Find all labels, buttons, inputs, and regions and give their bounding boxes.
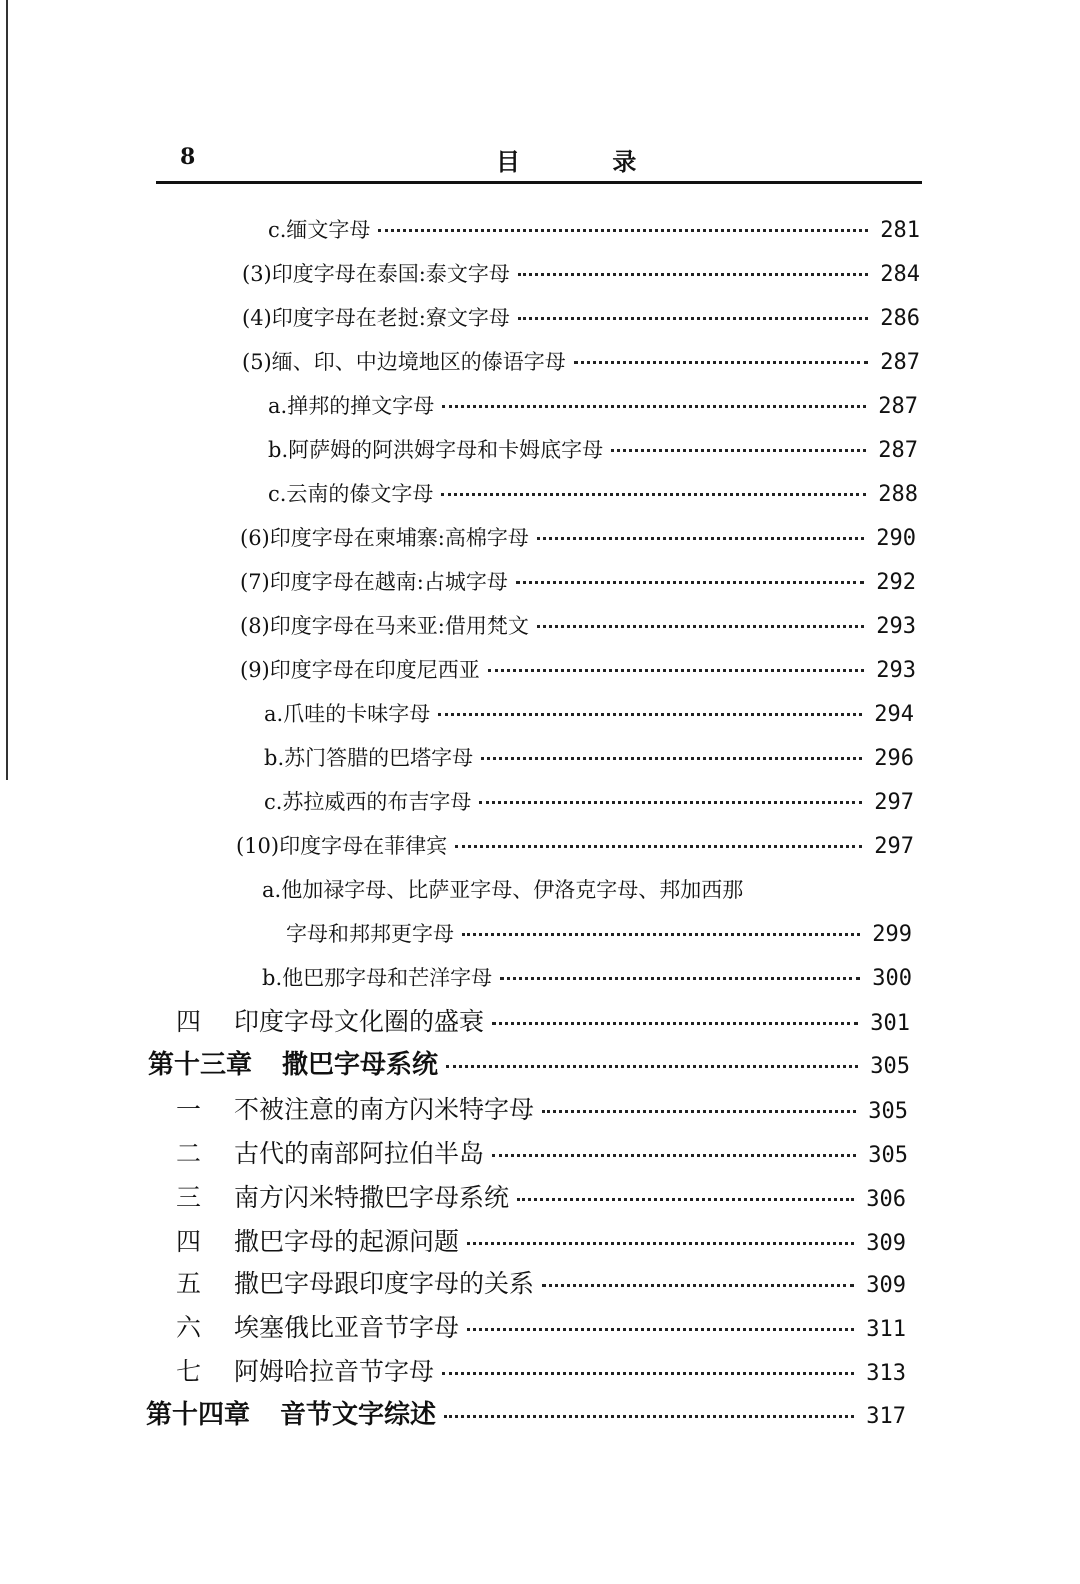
toc-entry	[268, 214, 920, 244]
section-number: 七	[176, 1357, 202, 1386]
toc-entry-page: 287	[880, 350, 920, 375]
toc-entry-label: c.苏拉威西的布吉字母	[264, 790, 472, 814]
toc-section-entry	[176, 1264, 906, 1300]
toc-entry	[264, 698, 914, 728]
dot-leader	[516, 581, 864, 584]
toc-entry-page: 287	[878, 438, 918, 463]
toc-entry-label: (8)印度字母在马来亚:借用梵文	[240, 614, 529, 638]
toc-chapter-entry	[146, 1394, 906, 1431]
toc-entry	[268, 478, 918, 508]
toc-entry	[240, 654, 916, 684]
toc-entry	[286, 918, 912, 948]
toc-entry-page: 311	[866, 1317, 906, 1342]
toc-entry-page: 281	[880, 218, 920, 243]
toc-entry-label: (3)印度字母在泰国:泰文字母	[242, 262, 510, 286]
dot-leader	[442, 1372, 854, 1375]
toc-entry-label: b.苏门答腊的巴塔字母	[264, 746, 474, 770]
toc-entry-page: 317	[866, 1404, 906, 1429]
toc-entry-label: (4)印度字母在老挝:寮文字母	[242, 306, 510, 330]
toc-entry	[242, 346, 920, 376]
dot-leader	[481, 757, 862, 760]
toc-entry-page: 305	[868, 1143, 908, 1168]
dot-leader	[467, 1328, 854, 1331]
dot-leader	[479, 801, 862, 804]
toc-entry-label: 撒巴字母系统	[282, 1050, 439, 1080]
toc-section-entry	[176, 1308, 906, 1344]
dot-leader	[518, 273, 868, 276]
dot-leader	[462, 933, 860, 936]
toc-section-entry	[176, 1134, 908, 1170]
section-number: 二	[176, 1139, 202, 1168]
toc-entry-page: 288	[878, 482, 918, 507]
toc-entry-label: c.云南的傣文字母	[268, 482, 434, 506]
dot-leader	[455, 845, 862, 848]
toc-entry-page: 309	[866, 1273, 906, 1298]
toc-entry-label: c.缅文字母	[268, 218, 371, 242]
toc-entry-label: 撒巴字母跟印度字母的关系	[234, 1269, 535, 1298]
toc-entry-label: 音节文字综述	[280, 1400, 437, 1430]
dot-leader	[611, 449, 866, 452]
toc-entry-page: 299	[872, 922, 912, 947]
toc-entry	[240, 522, 916, 552]
toc-entry-page: 300	[872, 966, 912, 991]
toc-entry	[240, 566, 916, 596]
dot-leader	[444, 1415, 854, 1418]
toc-entry	[264, 786, 914, 816]
page-header	[156, 140, 922, 180]
toc-entry-label: 字母和邦邦更字母	[286, 922, 454, 946]
toc-entry-label: 南方闪米特撒巴字母系统	[234, 1183, 510, 1212]
toc-section-entry	[176, 1178, 906, 1214]
dot-leader	[438, 713, 862, 716]
dot-leader	[542, 1284, 854, 1287]
toc-entry-label: (6)印度字母在柬埔寨:高棉字母	[240, 526, 529, 550]
toc-entry-page: 287	[878, 394, 918, 419]
toc-entry	[236, 830, 914, 860]
section-number: 三	[176, 1183, 202, 1212]
toc-entry	[242, 302, 920, 332]
toc-entry	[268, 390, 918, 420]
toc-entry-page: 306	[866, 1187, 906, 1212]
toc-entry-page: 294	[874, 702, 914, 727]
toc-entry-label: (10)印度字母在菲律宾	[236, 834, 448, 858]
chapter-number: 第十三章	[148, 1050, 253, 1080]
toc-entry-label: 撒巴字母的起源问题	[234, 1227, 460, 1256]
toc-entry-label: a.掸邦的掸文字母	[268, 394, 435, 418]
dot-leader	[500, 977, 860, 980]
dot-leader	[492, 1022, 858, 1025]
toc-entry-page: 286	[880, 306, 920, 331]
toc-section-entry	[176, 1352, 906, 1388]
dot-leader	[441, 493, 866, 496]
toc-entry-page: 284	[880, 262, 920, 287]
chapter-number: 第十四章	[146, 1400, 251, 1430]
toc-entry-label: a.爪哇的卡味字母	[264, 702, 431, 726]
toc-entry	[264, 742, 914, 772]
toc-entry-label: 埃塞俄比亚音节字母	[234, 1313, 460, 1342]
dot-leader	[378, 229, 868, 232]
toc-entry-page: 293	[876, 614, 916, 639]
section-number: 四	[176, 1007, 202, 1036]
toc-entry	[268, 434, 918, 464]
toc-entry-label: (9)印度字母在印度尼西亚	[240, 658, 480, 682]
toc-entry-label: (5)缅、印、中边境地区的傣语字母	[242, 350, 566, 374]
toc-section-entry	[176, 1222, 906, 1258]
toc-entry-page: 292	[876, 570, 916, 595]
toc-entry-label: 古代的南部阿拉伯半岛	[234, 1139, 485, 1168]
header-page-number: 8	[180, 144, 196, 170]
toc-entry-page: 293	[876, 658, 916, 683]
toc-entry-page: 297	[874, 790, 914, 815]
toc-entry-label: b.他巴那字母和芒洋字母	[262, 966, 493, 990]
toc-entry-page: 297	[874, 834, 914, 859]
toc-entry-label: (7)印度字母在越南:占城字母	[240, 570, 508, 594]
scan-edge-line	[6, 0, 8, 780]
toc-chapter-entry	[148, 1044, 910, 1081]
toc-section-entry	[176, 1090, 908, 1126]
dot-leader	[537, 537, 864, 540]
toc-entry	[242, 258, 920, 288]
dot-leader	[537, 625, 864, 628]
toc-entry-wrapped	[262, 874, 914, 904]
toc-entry	[240, 610, 916, 640]
toc-entry-label: 印度字母文化圈的盛衰	[234, 1007, 485, 1036]
toc-section-entry	[176, 1002, 910, 1038]
toc-entry-label: a.他加禄字母、比萨亚字母、伊洛克字母、邦加西那	[262, 878, 744, 902]
section-number: 五	[176, 1269, 202, 1298]
running-title: 目 录	[496, 147, 679, 176]
dot-leader	[517, 1198, 854, 1201]
dot-leader	[518, 317, 868, 320]
toc-entry-label: 不被注意的南方闪米特字母	[234, 1095, 535, 1124]
dot-leader	[574, 361, 868, 364]
dot-leader	[442, 405, 866, 408]
toc-entry-page: 313	[866, 1361, 906, 1386]
header-rule	[156, 181, 922, 184]
dot-leader	[446, 1065, 858, 1068]
section-number: 四	[176, 1227, 202, 1256]
toc-entry-page: 305	[868, 1099, 908, 1124]
toc-entry	[262, 962, 912, 992]
dot-leader	[492, 1154, 856, 1157]
toc-entry-page: 305	[870, 1054, 910, 1079]
toc-entry-page: 290	[876, 526, 916, 551]
section-number: 一	[176, 1095, 202, 1124]
dot-leader	[542, 1110, 856, 1113]
toc-entry-page: 296	[874, 746, 914, 771]
toc-entry-page: 301	[870, 1011, 910, 1036]
toc-entry-label: 阿姆哈拉音节字母	[234, 1357, 435, 1386]
toc-entry-label: b.阿萨姆的阿洪姆字母和卡姆底字母	[268, 438, 604, 462]
section-number: 六	[176, 1313, 202, 1342]
dot-leader	[467, 1242, 854, 1245]
dot-leader	[488, 669, 864, 672]
toc-entry-page: 309	[866, 1231, 906, 1256]
